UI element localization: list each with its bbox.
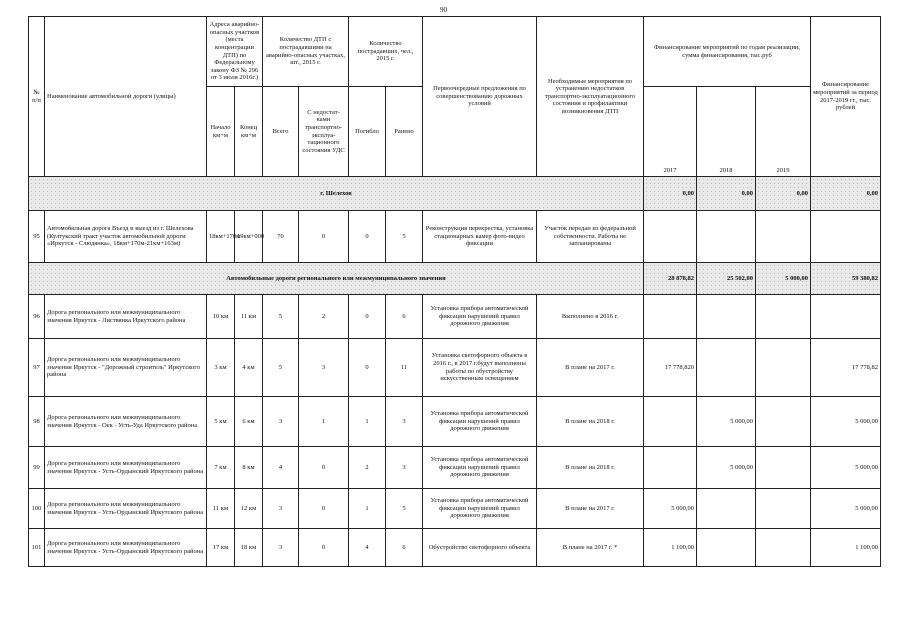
row-killed: 0 bbox=[349, 339, 386, 397]
row-total: 4 bbox=[263, 447, 299, 489]
section-2019: 0,00 bbox=[756, 177, 811, 211]
row-measure: В плане на 2017 г. bbox=[537, 489, 644, 529]
header-total: Всего bbox=[263, 87, 299, 177]
header-2019: 2019 bbox=[756, 87, 811, 177]
row-start: 10 км bbox=[207, 295, 235, 339]
page-number: 90 bbox=[440, 6, 447, 14]
row-measure: В плане на 2017 г. bbox=[537, 339, 644, 397]
header-end: Конец км+м bbox=[235, 87, 263, 177]
row-injured: 6 bbox=[386, 295, 423, 339]
header-road-name: Наименование автомобильной дороги (улицы) bbox=[45, 17, 207, 177]
table-row bbox=[29, 339, 881, 397]
header-financing-group: Финансирование мероприятий по годам реализации, сумма финансирования, тыс.руб bbox=[644, 17, 811, 87]
row-start: 17 км bbox=[207, 529, 235, 567]
row-deficiency: 1 bbox=[299, 397, 349, 447]
row-num: 101 bbox=[29, 529, 45, 567]
row-sum bbox=[811, 295, 881, 339]
row-injured: 5 bbox=[386, 489, 423, 529]
row-end: 18 км bbox=[235, 529, 263, 567]
row-num: 99 bbox=[29, 447, 45, 489]
row-injured: 3 bbox=[386, 447, 423, 489]
table-row bbox=[29, 529, 881, 567]
section-title: г. Шелехов bbox=[29, 177, 644, 211]
row-road-name: Дорога регионального или межмуниципального значения Иркутск - Усть-Ордынский Иркутского района bbox=[45, 447, 207, 489]
row-sum: 5 000,00 bbox=[811, 397, 881, 447]
row-proposal: Обустройство светофорного объекта bbox=[423, 529, 537, 567]
row-road-name: Дорога регионального или межмуниципального значения Иркутск - Листвянка Иркутского района bbox=[45, 295, 207, 339]
section-total: 59 380,82 bbox=[811, 263, 881, 295]
row-killed: 1 bbox=[349, 397, 386, 447]
row-injured: 5 bbox=[386, 211, 423, 263]
row-injured: 11 bbox=[386, 339, 423, 397]
header-measures: Необходимые мероприятия по устранению недостатков транспортно-эксплуатационного состояния и профилактики возникновения ДТП bbox=[537, 17, 644, 177]
header-financing-total: Финансирование мероприятий за период 2017-2019 гг., тыс. рублей bbox=[811, 17, 881, 177]
row-start: 7 км bbox=[207, 447, 235, 489]
row-total: 3 bbox=[263, 397, 299, 447]
row-end: 19км+000 bbox=[235, 211, 263, 263]
row-total: 3 bbox=[263, 489, 299, 529]
row-2017 bbox=[644, 447, 697, 489]
section-2017: 28 878,82 bbox=[644, 263, 697, 295]
row-killed: 0 bbox=[349, 295, 386, 339]
row-sum: 17 778,82 bbox=[811, 339, 881, 397]
row-measure: В плане на 2018 г. bbox=[537, 397, 644, 447]
header-proposals: Первоочередные предложения по совершенствованию дорожных условий bbox=[423, 17, 537, 177]
row-road-name: Автомобильная дорога Въезд и выезд из г. Шелехова (Култукский тракт участок автомобильной дороги «Иркутск - Слюдянка», 18км+170м-21км+163м) bbox=[45, 211, 207, 263]
section-2017: 0,00 bbox=[644, 177, 697, 211]
row-2017 bbox=[644, 397, 697, 447]
row-measure: Выполнено в 2016 г. bbox=[537, 295, 644, 339]
row-road-name: Дорога регионального или межмуниципального значения Иркутск - Усть-Ордынский Иркутского района bbox=[45, 489, 207, 529]
row-2017 bbox=[644, 211, 697, 263]
row-proposal: Установка прибора автоматической фиксации нарушений правил дорожного движения bbox=[423, 295, 537, 339]
row-2018 bbox=[697, 211, 756, 263]
row-2017: 17 778,820 bbox=[644, 339, 697, 397]
row-proposal: Установка светофорного объекта в 2016 г., в 2017 г.будут выполнены работы по обустройству искусственным освещением bbox=[423, 339, 537, 397]
row-road-name: Дорога регионального или межмуниципального значения Иркутск - "Дорожный строитель" Иркутского района bbox=[45, 339, 207, 397]
header-address-group: Адреса аварийно-опасных участков (места концентрации ДТП) по Федеральному закону ФЗ № 296 от 3 июля 2016г.) bbox=[207, 17, 263, 87]
row-deficiency: 0 bbox=[299, 211, 349, 263]
row-2019 bbox=[756, 339, 811, 397]
row-2018: 5 000,00 bbox=[697, 447, 756, 489]
section-title: Автомобильные дороги регионального или межмуниципального значения bbox=[29, 263, 644, 295]
header-2018: 2018 bbox=[697, 87, 756, 177]
header-injured: Ранено bbox=[386, 87, 423, 177]
row-injured: 3 bbox=[386, 397, 423, 447]
row-total: 70 bbox=[263, 211, 299, 263]
row-deficiency: 0 bbox=[299, 529, 349, 567]
row-num: 97 bbox=[29, 339, 45, 397]
table-row bbox=[29, 489, 881, 529]
row-deficiency: 0 bbox=[299, 489, 349, 529]
row-2018 bbox=[697, 529, 756, 567]
row-end: 11 км bbox=[235, 295, 263, 339]
row-total: 5 bbox=[263, 339, 299, 397]
row-killed: 0 bbox=[349, 211, 386, 263]
traffic-safety-table bbox=[28, 16, 881, 567]
row-proposal: Установка прибора автоматической фиксации нарушений правил дорожного движения bbox=[423, 447, 537, 489]
row-2018: 5 000,00 bbox=[697, 397, 756, 447]
row-2019 bbox=[756, 295, 811, 339]
header-deficiency: С недостат-ками транспортно-эксплуа-тационного состояния УДС bbox=[299, 87, 349, 177]
section-row-shelehov bbox=[29, 177, 881, 211]
section-total: 0,00 bbox=[811, 177, 881, 211]
row-start: 18км+170м- bbox=[207, 211, 235, 263]
row-2019 bbox=[756, 211, 811, 263]
row-road-name: Дорога регионального или межмуниципального значения Иркутск - Оек - Усть-Уда Иркутского района bbox=[45, 397, 207, 447]
row-injured: 6 bbox=[386, 529, 423, 567]
table-row bbox=[29, 447, 881, 489]
header-dtp-group: Количество ДТП с пострадавшими на аварийно-опасных участках, шт., 2015 г. bbox=[263, 17, 349, 87]
section-2018: 25 502,00 bbox=[697, 263, 756, 295]
row-killed: 4 bbox=[349, 529, 386, 567]
row-end: 4 км bbox=[235, 339, 263, 397]
row-proposal: Установка прибора автоматической фиксации нарушений правил дорожного движения bbox=[423, 397, 537, 447]
header-killed: Погибло bbox=[349, 87, 386, 177]
row-deficiency: 2 bbox=[299, 295, 349, 339]
row-sum: 1 100,00 bbox=[811, 529, 881, 567]
row-deficiency: 3 bbox=[299, 339, 349, 397]
header-start: Начало км+м bbox=[207, 87, 235, 177]
row-num: 95 bbox=[29, 211, 45, 263]
row-num: 96 bbox=[29, 295, 45, 339]
header-num: № п/п bbox=[29, 17, 45, 177]
section-2019: 5 000,00 bbox=[756, 263, 811, 295]
row-measure: В плане на 2017 г. * bbox=[537, 529, 644, 567]
row-start: 3 км bbox=[207, 339, 235, 397]
row-killed: 2 bbox=[349, 447, 386, 489]
row-proposal: Установка прибора автоматической фиксации нарушений правил дорожного движения bbox=[423, 489, 537, 529]
row-2018 bbox=[697, 489, 756, 529]
table-row bbox=[29, 211, 881, 263]
row-proposal: Реконструкция перекрестка, установка стационарных камер фото-видео фиксации bbox=[423, 211, 537, 263]
row-2019 bbox=[756, 447, 811, 489]
row-end: 12 км bbox=[235, 489, 263, 529]
row-measure: Участок передан из федеральной собственности. Работы не запланированы bbox=[537, 211, 644, 263]
row-total: 3 bbox=[263, 529, 299, 567]
row-measure: В плане на 2018 г. bbox=[537, 447, 644, 489]
row-2019 bbox=[756, 397, 811, 447]
row-2018 bbox=[697, 339, 756, 397]
row-2017: 1 100,00 bbox=[644, 529, 697, 567]
table-row bbox=[29, 397, 881, 447]
row-end: 8 км bbox=[235, 447, 263, 489]
section-2018: 0,00 bbox=[697, 177, 756, 211]
row-deficiency: 0 bbox=[299, 447, 349, 489]
report-sheet bbox=[28, 16, 881, 567]
row-total: 5 bbox=[263, 295, 299, 339]
header-victims-group: Количество пострадавших, чел., 2015 г. bbox=[349, 17, 423, 87]
header-2017: 2017 bbox=[644, 87, 697, 177]
row-start: 11 км bbox=[207, 489, 235, 529]
row-num: 98 bbox=[29, 397, 45, 447]
row-num: 100 bbox=[29, 489, 45, 529]
row-2017: 5 000,00 bbox=[644, 489, 697, 529]
row-2018 bbox=[697, 295, 756, 339]
row-start: 5 км bbox=[207, 397, 235, 447]
row-sum bbox=[811, 211, 881, 263]
row-end: 6 км bbox=[235, 397, 263, 447]
row-sum: 5 000,00 bbox=[811, 489, 881, 529]
row-2019 bbox=[756, 529, 811, 567]
table-row bbox=[29, 295, 881, 339]
section-row-regional bbox=[29, 263, 881, 295]
row-2017 bbox=[644, 295, 697, 339]
row-sum: 5 000,00 bbox=[811, 447, 881, 489]
row-killed: 1 bbox=[349, 489, 386, 529]
row-road-name: Дорога регионального или межмуниципального значения Иркутск - Усть-Ордынский Иркутского района bbox=[45, 529, 207, 567]
data-rows bbox=[29, 295, 881, 567]
row-2019 bbox=[756, 489, 811, 529]
